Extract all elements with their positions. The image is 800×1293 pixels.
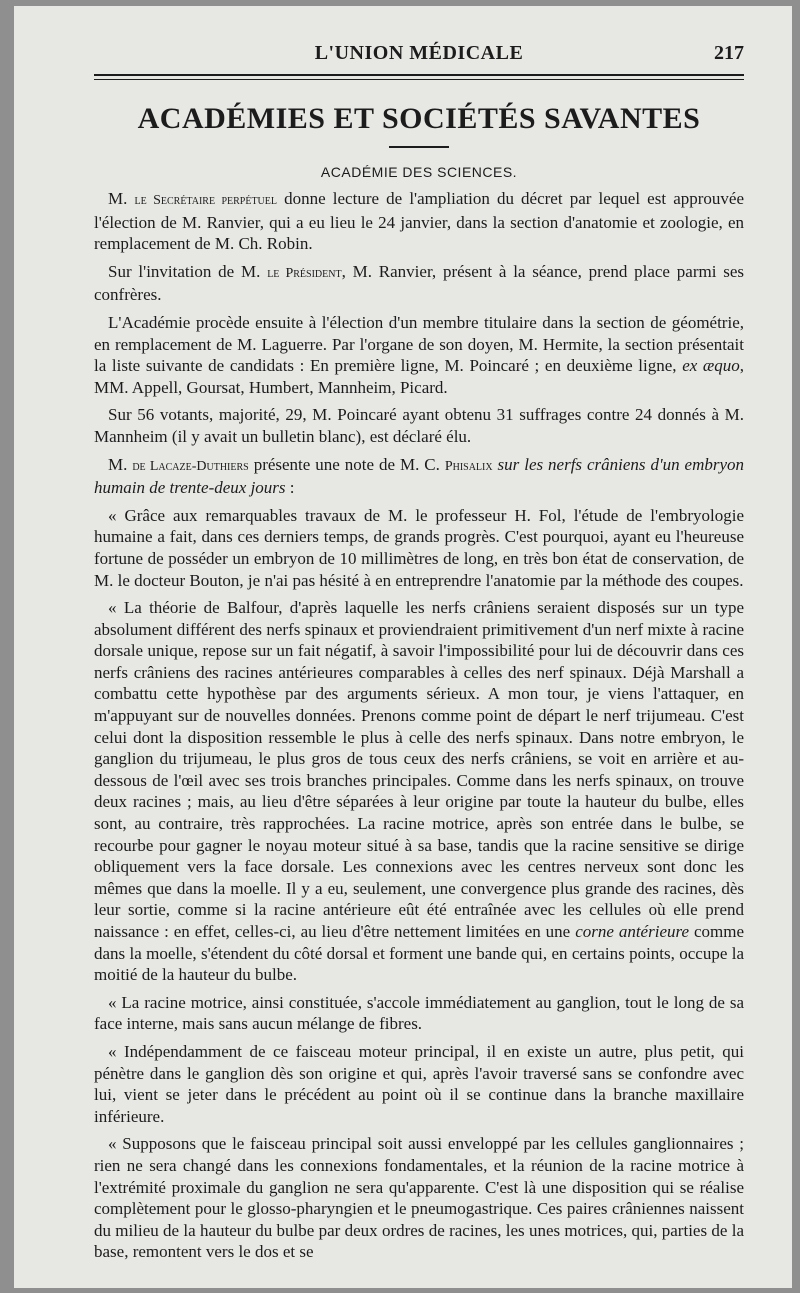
paragraph-election (94, 312, 744, 398)
journal-page (14, 6, 792, 1288)
speaker: le Secrétaire perpétuel (134, 193, 277, 208)
paragraph-text: comme dans la moelle, s'étendent du côté dorsal et forment une bande qui, en certains points, occupe la moitié de la hauteur du bulbe. (94, 922, 745, 985)
italic-phrase: corne antérieure (575, 922, 690, 941)
paragraph-text: L'Académie procède ensuite à l'élection d'un membre titulaire dans la section de géométrie, en remplacement de M. Laguerre. Par l'organe de son doyen, M. Hermite, la section présentait la liste suivante de candidats : En première ligne, M. Poincaré ; en deuxième ligne, (94, 312, 744, 376)
paragraph-text: donne lecture de l'ampliation du décret par lequel est approuvée l'élection de M. Ranvier, qui a eu lieu le 24 janvier, dans la section d'anatomie et zoologie, en remplacement de M. Ch. Robin. (94, 189, 744, 254)
paragraph-text: , MM. Appell, Goursat, Humbert, Mannheim, Picard. (94, 356, 744, 397)
speaker: de Lacaze-Duthiers (132, 458, 249, 474)
page-number: 217 (714, 42, 744, 64)
paragraph-text: présente une note de M. C. (253, 454, 440, 474)
italic-phrase: ex æquo (682, 356, 740, 376)
header-rule-thin (94, 79, 744, 80)
section-title: ACADÉMIES ET SOCIÉTÉS SAVANTES (137, 102, 701, 135)
paragraph-text: « La théorie de Balfour, d'après laquelle les nerfs crâniens seraient disposés sur un type absolument différent des nerfs spinaux et proviendraient primitivement d'un nerf mixte à racine dorsale unique, repose sur un fait négatif, à savoir l'impossibilité pour lui de découvrir dans ces nerfs crâniens des racines antérieures comparables à celles des nerf spinaux. Déjà Marshall a combattu cette hypothèse par des arguments sérieux. A mon tour, je viens l'attaquer, en m'appuyant sur de nouvelles données. Prenons comme point de départ le nerf trijumeau. C'est celui dont la disposition ressemble le plus à celle des nerfs spinaux. Dans notre embryon, le ganglion du trijumeau, le plus gros de tous ceux des nerfs crâniens, se voit en arrière et au-dessous de l'œil avec ses trois branches principales. Comme dans les nerfs spinaux, on trouve deux racines ; mais, au lieu d'être séparées à leur origine par toute la hauteur du bulbe, elles sont, au contraire, très rapprochées. La racine motrice, après son entrée dans le bulbe, se recourbe pour gagner le noyau moteur situé à sa base, tandis que la racine sensitive se dirige obliquement vers la face dorsale. Les connexions avec les centres nerveux sont donc les mêmes que dans la moelle. Il y a eu, seulement, une convergence plus grande des racines, dès leur sortie, comme si la racine antérieure eût été entraînée avec les cellules où elle prend naissance : en effet, celles-ci, au lieu d'être nettement limitées en une (94, 598, 744, 941)
subsection-title: ACADÉMIE DES SCIENCES. (320, 164, 518, 180)
journal-title: L'UNION MÉDICALE (314, 42, 524, 64)
paragraph-text: Sur l'invitation de M. (108, 261, 261, 281)
speaker: le Président (267, 265, 342, 281)
paragraph-faisceau (94, 1041, 744, 1127)
paragraph-text: , M. Ranvier, présent à la séance, prend place parmi ses confrères. (94, 261, 745, 305)
lead: M. (108, 454, 128, 474)
paragraph-text: « Supposons que le faisceau principal soit aussi enveloppé par les cellules ganglionnaires ; rien ne sera changé dans les connexions fondamentales, et la réunion de la racine motrice à l'extrémité proximale du ganglion ne sera qu'apparente. C'est là une disposition qui se réalise complètement pour le glosso-pharyngien et le pneumogastrique. Ces paires crâniennes naissent du milieu de la hauteur du bulbe par deux ordres de racines, les unes motrices, qui, parties de la base, remontent vers le dos et se (94, 1134, 744, 1262)
paragraph-text: Sur 56 votants, majorité, 29, M. Poincaré ayant obtenu 31 suffrages contre 24 donnés à M. Mannheim (il y avait un bulletin blanc), est déclaré élu. (94, 405, 744, 446)
paragraph-text: « Indépendamment de ce faisceau moteur principal, il en existe un autre, plus petit, qui pénètre dans le ganglion dès son origine et qui, après l'avoir traversé sans se confondre avec lui, vient se jeter dans le précédent au point où il se continue dans la branche maxillaire inférieure. (94, 1041, 744, 1126)
paragraph-fol (94, 505, 744, 591)
running-header (94, 42, 744, 66)
paragraph-note (94, 454, 744, 499)
paragraph-decret (94, 188, 744, 255)
paragraph-supposons (94, 1133, 744, 1263)
paragraph-vote (94, 404, 744, 447)
paragraph-text: : (285, 478, 295, 498)
paragraph-ranvier (94, 261, 744, 306)
lead: M. (108, 189, 128, 208)
title-divider (389, 146, 449, 148)
paragraph-balfour (94, 597, 744, 986)
header-rule (94, 74, 744, 77)
author-name: Phisalix (444, 458, 493, 474)
paragraph-text: « La racine motrice, ainsi constituée, s'accole immédiatement au ganglion, tout le long de sa face interne, mais sans aucun mélange de fibres. (94, 992, 744, 1034)
paragraph-racine-motrice (94, 992, 744, 1035)
paragraph-text: « Grâce aux remarquables travaux de M. le professeur H. Fol, l'étude de l'embryologie humaine a fait, dans ces derniers temps, de grands progrès. C'est pourquoi, ayant eu l'heureuse fortune de posséder un embryon de 10 millimètres de long, en très bon état de conservation, de M. le docteur Bouton, je n'ai pas hésité à en entreprendre l'anatomie par la méthode des coupes. (94, 505, 744, 590)
note-title: sur les nerfs crâniens d'un embryon humain de trente-deux jours (94, 454, 745, 498)
